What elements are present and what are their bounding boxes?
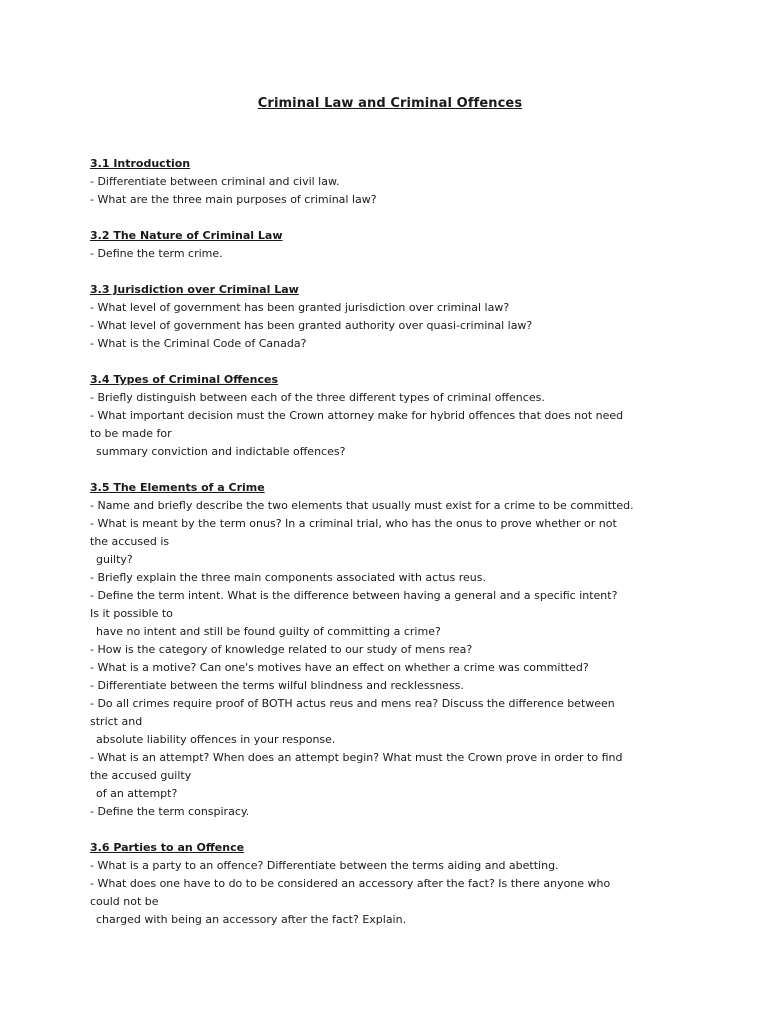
question-line: - How is the category of knowledge related to our study of mens rea? — [90, 643, 473, 656]
question-line: of an attempt? — [96, 787, 178, 800]
section-list — [90, 155, 690, 929]
question-line: - Briefly explain the three main components associated with actus reus. — [90, 571, 486, 584]
question-line: - Differentiate between criminal and civil law. — [90, 175, 340, 188]
section-heading: 3.6 Parties to an Offence — [90, 841, 245, 854]
question-line: Is it possible to — [90, 607, 173, 620]
section-elements-of-crime — [90, 479, 690, 821]
section-introduction — [90, 155, 690, 209]
question-line: - Define the term intent. What is the difference between having a general and a specific intent? — [90, 589, 618, 602]
question-line: - What is a party to an offence? Differentiate between the terms aiding and abetting. — [90, 859, 559, 872]
section-heading: 3.2 The Nature of Criminal Law — [90, 229, 283, 242]
question-line: the accused is — [90, 535, 170, 548]
question-line: could not be — [90, 895, 159, 908]
section-heading: 3.4 Types of Criminal Offences — [90, 373, 279, 386]
question-line: - What is an attempt? When does an attempt begin? What must the Crown prove in order to find — [90, 751, 623, 764]
question-line: - What is a motive? Can one's motives have an effect on whether a crime was committed? — [90, 661, 589, 674]
question-line: to be made for — [90, 427, 172, 440]
question-line: - Briefly distinguish between each of the three different types of criminal offences. — [90, 391, 545, 404]
question-line: - What is meant by the term onus? In a criminal trial, who has the onus to prove whether or not — [90, 517, 617, 530]
question-line: strict and — [90, 715, 143, 728]
section-types-of-offences — [90, 371, 690, 461]
section-heading: 3.1 Introduction — [90, 157, 191, 170]
question-line: - Differentiate between the terms wilful blindness and recklessness. — [90, 679, 464, 692]
question-line: - Define the term crime. — [90, 247, 223, 260]
question-line: - What important decision must the Crown attorney make for hybrid offences that does not need — [90, 409, 624, 422]
question-line: have no intent and still be found guilty of committing a crime? — [96, 625, 441, 638]
question-line: charged with being an accessory after the fact? Explain. — [96, 913, 407, 926]
section-heading: 3.5 The Elements of a Crime — [90, 481, 265, 494]
question-line: - Define the term conspiracy. — [90, 805, 250, 818]
question-line: - Name and briefly describe the two elements that usually must exist for a crime to be committed. — [90, 499, 634, 512]
section-nature-of-criminal-law — [90, 227, 690, 263]
section-heading: 3.3 Jurisdiction over Criminal Law — [90, 283, 299, 296]
question-line: summary conviction and indictable offences? — [96, 445, 346, 458]
question-line: guilty? — [96, 553, 133, 566]
document-page — [90, 96, 690, 947]
question-line: - What does one have to do to be considered an accessory after the fact? Is there anyone who — [90, 877, 611, 890]
question-line: - What is the Criminal Code of Canada? — [90, 337, 307, 350]
page-title: Criminal Law and Criminal Offences — [257, 96, 523, 111]
question-line: - What level of government has been granted jurisdiction over criminal law? — [90, 301, 510, 314]
question-line: absolute liability offences in your response. — [96, 733, 336, 746]
section-parties-to-offence — [90, 839, 690, 929]
question-line: - What level of government has been granted authority over quasi-criminal law? — [90, 319, 533, 332]
question-line: - What are the three main purposes of criminal law? — [90, 193, 377, 206]
question-line: the accused guilty — [90, 769, 192, 782]
question-line: - Do all crimes require proof of BOTH actus reus and mens rea? Discuss the difference between — [90, 697, 615, 710]
section-jurisdiction — [90, 281, 690, 353]
